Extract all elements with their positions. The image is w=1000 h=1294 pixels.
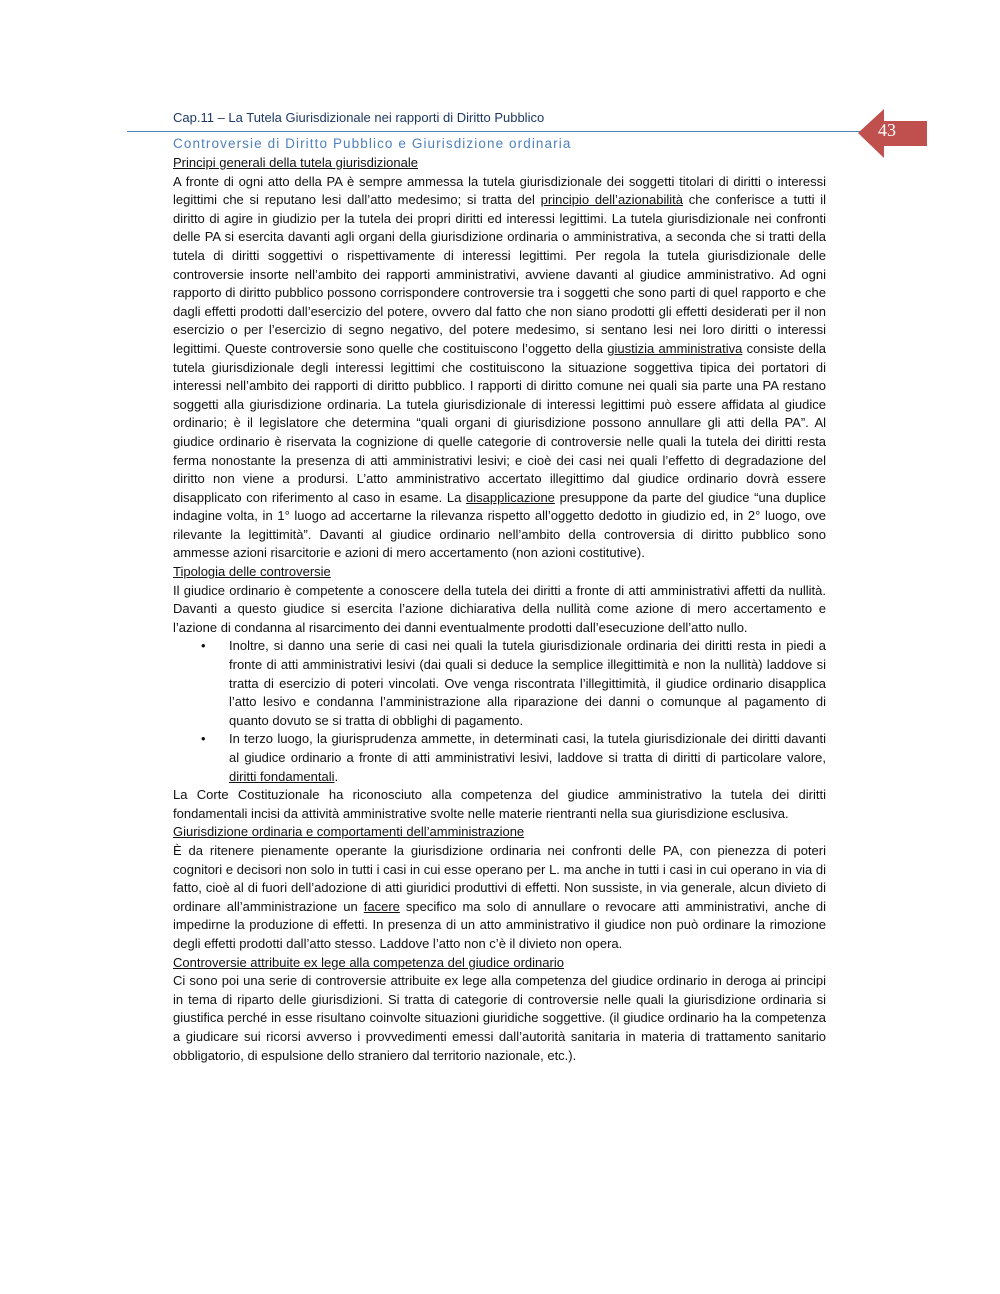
heading-principi-generali: Principi generali della tutela giurisdizionale <box>173 155 418 170</box>
text-run: presuppone da parte del giudice “una duplice indagine volta, in 1° luogo ad accertarne la rilevanza rispetto all’oggetto dedotto in giudizio ed, in 2° luogo, ove rilevante la legittimità”. Davanti al giudice ordinario nell’ambito della controversia di diritto pubblico sono ammesse azioni risarcitorie e azioni di mero accertamento (non azioni costitutive). <box>173 489 826 561</box>
bullet-text: Inoltre, si danno una serie di casi nei quali la tutela giurisdizionale ordinaria dei diritti resta in piedi a fronte di atti amministrativi lesivi (dai quali si deduce la semplice illegittimità e non la nullità) laddove si tratta di esercizio di poteri vincolati. Ove venga riscontrata l’illegittimità, il giudice ordinario disapplica l’atto lesivo e condanna l’amministrazione alla riparazione dei danni o comunque al pagamento di quanto dovuto se si tratta di obblighi di pagamento. <box>229 638 826 728</box>
underlined-term-diritti-fondamentali: diritti fondamentali <box>229 768 335 784</box>
bullet-text: In terzo luogo, la giurisprudenza ammette, in determinati casi, la tutela giurisdizionale dei diritti davanti al giudice ordinario a fronte di atti amministrativi lesivi, laddove si tratta di diritti di particolare valore, <box>229 731 826 765</box>
text-run: consiste della tutela giurisdizionale degli interessi legittimi che costituiscono la situazione soggettiva tipica dei portatori di interessi nell’ambito dei rapporti di diritto pubblico. I rapporti di diritto comune nei quali sia parte una PA restano soggetti alla giurisdizione ordinaria. La tutela giurisdizionale di interessi legittimi può essere affidata al giudice ordinario; è il legislatore che determina “quali organi di giurisdizione possono annullare gli atti della PA”. Al giudice ordinario è riservata la cognizione di quelle categorie di controversie nelle quali la tutela dei diritti resta ferma nonostante la presenza di atti amministrativi lesivi; e cioè dei casi nei quali l’effetto di degradazione del diritto non viene a prodursi. L’atto amministrativo accertato illegittimo dal giudice ordinario dovrà essere disapplicato con riferimento al caso in esame. La <box>173 340 826 505</box>
paragraph-corte-costituzionale: La Corte Costituzionale ha riconosciuto alla competenza del giudice amministrativo la tutela dei diritti fondamentali incisi da attività amministrative svolte nelle materie rientranti nella sua giurisdizione esclusiva. <box>173 787 826 821</box>
underlined-term-giustizia-amministrativa: giustizia amministrativa <box>607 340 743 356</box>
text-run: A fronte di ogni atto della PA è sempre ammessa la tutela giurisdizionale dei soggetti titolari di diritti o interessi legittimi che si reputano lesi dall’atto medesimo; si tratta del <box>173 173 826 208</box>
heading-giurisdizione-comportamenti: Giurisdizione ordinaria e comportamenti dell’amministrazione <box>173 824 525 840</box>
section-subtitle: Controversie di Diritto Pubblico e Giurisdizione ordinaria <box>173 136 572 151</box>
heading-tipologia-controversie: Tipologia delle controversie <box>173 564 331 580</box>
paragraph-principi-generali <box>173 173 826 563</box>
bullet-list <box>173 637 826 786</box>
page-number: 43 <box>878 120 896 140</box>
text-run: specifico ma solo di annullare o revocare atti amministrativi, anche di impedirne la produzione di effetti. In presenza di un atto amministrativo il giudice non può ordinare la rimozione degli effetti prodotti dall’atto stesso. Laddove l’atto non c’è il divieto non opera. <box>173 898 826 951</box>
bullet-icon: • <box>201 638 206 654</box>
bullet-text: . <box>334 768 339 784</box>
running-header-title: Cap.11 – La Tutela Giurisdizionale nei rapporti di Diritto Pubblico <box>173 110 545 125</box>
text-run: che conferisce a tutti il diritto di agire in giudizio per la tutela dei propri diritti ed interessi legittimi. La tutela giurisdizionale nei confronti delle PA si esercita davanti agli organi della giurisdizione ordinaria o amministrativa, a seconda che si tratti della tutela di diritti soggettivi o rispettivamente di interessi legittimi. Per regola la tutela giurisdizionale delle controversie insorte nell’ambito dei rapporti amministrativi, avviene davanti al giudice amministrativo. Ad ogni rapporto di diritto pubblico possono corrispondere controversie tra i soggetti che sono parti di quel rapporto e che dagli effetti prodotti dall’esercizio del potere, ovvero dal fatto che non siano prodotti gli effetti desiderati per il non esercizio o per l’esercizio di segno negativo, del potere medesimo, si sentano lesi nei loro diritti o interessi legittimi. Queste controversie sono quelle che costituiscono l’oggetto della <box>173 192 826 356</box>
underlined-term-disapplicazione: disapplicazione <box>466 489 555 505</box>
paragraph-giurisdizione-comportamenti <box>173 842 826 954</box>
list-item <box>173 637 826 730</box>
header-rule <box>127 131 860 132</box>
document-body <box>173 154 826 1065</box>
underlined-term-azionabilita: principio dell’azionabilità <box>540 192 683 208</box>
paragraph-tipologia: Il giudice ordinario è competente a conoscere della tutela dei diritti a fronte di atti amministrativi affetti da nullità. Davanti a questo giudice si esercita l’azione dichiarativa della nullità come azione di mero accertamento e l’azione di condanna al risarcimento dei danni eventualmente prodotti dall’esecuzione dell’atto nullo. <box>173 582 826 635</box>
bullet-icon: • <box>201 731 206 747</box>
list-item <box>173 730 826 786</box>
paragraph-controversie-ex-lege: Ci sono poi una serie di controversie attribuite ex lege alla competenza del giudice ordinario in deroga ai principi in tema di riparto delle giurisdizioni. Si tratta di categorie di controversie nelle quali la giurisdizione ordinaria si giustifica perché in esse risultano coinvolte situazioni giuridiche soggettive. (il giudice ordinario ha la competenza a giudicare sui ricorsi avverso i provvedimenti emessi dall’autorità sanitaria in materia di trattamento sanitario obbligatorio, di espulsione dello straniero dal territorio nazionale, etc.). <box>173 973 826 1063</box>
underlined-term-facere: facere <box>363 898 400 914</box>
text-run: È da ritenere pienamente operante la giurisdizione ordinaria nei confronti delle PA, con pienezza di poteri cognitori e decisori non solo in tutti i casi in cui esse operano per L. ma anche in tutti i casi in cui operano in via di fatto, cioè al di fuori dell’adozione di atti giuridici produttivi di effetti. Non sussiste, in via generale, alcun divieto di ordinare all’amministrazione un <box>173 842 826 914</box>
heading-controversie-ex-lege: Controversie attribuite ex lege alla competenza del giudice ordinario <box>173 954 564 970</box>
